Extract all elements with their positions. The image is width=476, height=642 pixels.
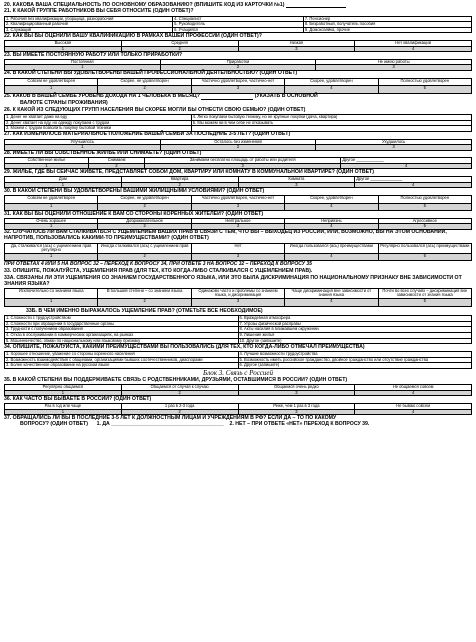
q33b-option[interactable]: 5. Мошенничество, обман по национальному или языковому признаку (5, 338, 239, 344)
q37-title-cont: ВОПРОСУ? (ОДИН ОТВЕТ) (20, 421, 88, 428)
q36-code[interactable]: 3 (238, 409, 355, 415)
q21-option[interactable]: 8. Безработный, получатель пособия (303, 22, 471, 28)
q25-answer-line[interactable] (201, 95, 253, 100)
q29-title: 29. ЖИЛЬЕ, ГДЕ ВЫ СЕЙЧАС ЖИВЕТЕ, ПРЕДСТАВЛЯЕТ СОБОЙ ДОМ, КВАРТИРУ ИЛИ КОМНАТУ В КОММУНАЛЬНОЙ КВАРТИРЕ? (ОДИН ОТВЕТ) (4, 168, 374, 175)
q27-option[interactable]: Ухудшилось (316, 139, 472, 145)
q33a-code[interactable]: 1 (5, 298, 98, 306)
q33a-option[interactable]: Исключительно со знанием языка (5, 288, 98, 298)
q28-code[interactable]: 4 (341, 163, 472, 169)
q34-option[interactable]: 5. Возможность иметь российское гражданство, двойное гражданство или отсутствие гражданства (238, 357, 472, 363)
q22-title: 22. КАК ВЫ БЫ ОЦЕНИЛИ ВАШУ КВАЛИФИКАЦИЮ В РАМКАХ ВАШЕЙ ПРОФЕССИИ (ОДИН ОТВЕТ)? (4, 32, 262, 39)
q33a-title: 33А. СВЯЗАНЫ ЛИ ЭТИ УЩЕМЛЕНИЯ СО ЗНАНИЕМ ГОСУДАРСТВЕННОГО ЯЗЫКА, ИЛИ ЭТО БЫЛА ДИСКРИМИНАЦИЯ ПО НАЦИОНАЛЬНОМУ ПРИЗНАКУ ВНЕ ЗАВИСИМОСТИ ОТ ЗНАНИЯ ЯЗЫКА? (4, 274, 462, 287)
q28-code[interactable]: 2 (89, 163, 145, 169)
q33b-options-table (4, 315, 472, 344)
q23-option[interactable]: Не имею работы (316, 59, 472, 65)
q21-option[interactable]: 7. Пенсионер (303, 16, 471, 22)
q34-option[interactable]: 4. Лучшие возможности трудоустройства (238, 352, 472, 358)
q33b-option[interactable]: 4. Отказ в обслуживании в коммерческих организациях, на рынках (5, 333, 239, 339)
q36-options-table (4, 403, 472, 415)
q22-code[interactable]: 4 (355, 46, 472, 52)
q24-option[interactable]: Совсем не удовлетворен (5, 78, 98, 86)
q24-code[interactable]: 4 (285, 86, 378, 94)
q27-code[interactable]: 2 (160, 145, 316, 151)
q33a-code[interactable]: 2 (98, 298, 191, 306)
q33b-option[interactable]: 10. Другое (запишите) (238, 338, 472, 344)
q37-title: 37. ОБРАЩАЛИСЬ ЛИ ВЫ В ПОСЛЕДНИЕ 3-5 ЛЕТ К ДОЛЖНОСТНЫМ ЛИЦАМ И УЧРЕЖДЕНИЯМ В РФ? ЕСЛИ ДА – ТО ПО КАКОМУ (4, 414, 337, 421)
q26-option[interactable]: 5. Мы можем ни в чем себе не отказывать (191, 120, 471, 126)
q34-option[interactable]: 1. Хорошее отношение, уважение со стороны коренного населения (5, 352, 239, 358)
q30-option[interactable]: Полностью удовлетворен (378, 195, 471, 203)
q29-option[interactable]: Дом (5, 177, 122, 183)
q24-option[interactable]: Частично удовлетворен, частично-нет (191, 78, 284, 86)
q24-code[interactable]: 2 (98, 86, 191, 94)
q35-code[interactable]: 1 (5, 390, 122, 396)
q27-code[interactable]: 1 (5, 145, 161, 151)
q25-title-cont: ВАЛЮТЕ СТРАНЫ ПРОЖИВАНИЯ) (20, 100, 108, 107)
q32-code[interactable]: 1 (5, 253, 98, 261)
q32-title: 32. СЛУЧАЛОСЬ ЛИ ВАМ СТАЛКИВАТЬСЯ С УЩЕМЛЕНИЕМ ВАШИХ ПРАВ В СВЯЗИ С ТЕМ, ЧТО ВЫ – ВЫХОДЕЦ ИЗ РОССИИ, ИЛИ, ВОЗМОЖНО, ВЫ НА ЭТОМ ОСНОВАНИИ, НАПРОТИВ, ПОЛЬЗОВАЛИСЬ КАКИМИ-ТО ПРЕИМУЩЕСТВАМИ? (ОДИН ОТВЕТ) (4, 229, 447, 242)
q33b-option[interactable]: 6. Враждебная атмосфера (238, 316, 472, 322)
q20-title: 20. КАКОВА ВАША СПЕЦИАЛЬНОСТЬ ПО ОСНОВНОМУ ОБРАЗОВАНИЮ? (ВПИШИТЕ КОД ИЗ КАРТОЧКИ №1) (4, 1, 285, 8)
q36-code[interactable]: 2 (121, 409, 238, 415)
q33a-option[interactable]: Почти во всех случаях – дискриминация вне зависимости от знания языка (378, 288, 471, 298)
q24-option[interactable]: Скорее, не удовлетворен (98, 78, 191, 86)
q36-code[interactable]: 4 (355, 409, 472, 415)
q24-options-table (4, 78, 472, 94)
q21-option[interactable]: 1. Рабочий без квалификации, уборщица, разнорабочий (5, 16, 173, 22)
q21-option[interactable]: 2. Квалифицированный рабочий (5, 22, 173, 28)
block-3-heading: Блок 3. Связь с Россией (202, 368, 274, 377)
q22-option[interactable]: Высокая (5, 41, 122, 47)
q32-option[interactable]: Иногда пользовался (ась) преимуществами (285, 243, 378, 253)
q24-code[interactable]: 3 (191, 86, 284, 94)
q35-options-table (4, 384, 472, 396)
q35-option[interactable]: Регулярно общаемся (5, 385, 122, 391)
q21-option[interactable]: 4. Специалист (173, 16, 304, 22)
q33b-option[interactable]: 7. Угрозы физической расправы (238, 321, 472, 327)
q35-option[interactable]: Общаемся очень редко (238, 385, 355, 391)
q23-option[interactable]: Постоянная (5, 59, 161, 65)
questionnaire-page (4, 2, 472, 429)
q21-option[interactable]: 3. Служащий (5, 27, 173, 33)
q35-code[interactable]: 3 (238, 390, 355, 396)
q33a-code[interactable]: 3 (191, 298, 284, 306)
q33a-option[interactable]: Чаще дискриминация вне зависимости от знания языка (285, 288, 378, 298)
q21-option[interactable]: 6. Учащийся (173, 27, 304, 33)
q33b-option[interactable]: 9. Лишение жилья (238, 333, 472, 339)
q35-code[interactable]: 4 (355, 390, 472, 396)
q28-option[interactable]: Снимаем (89, 158, 145, 164)
q24-option[interactable]: Полностью удовлетворен (378, 78, 471, 86)
q21-option[interactable]: 9. Домохозяйка, прочие (303, 27, 471, 33)
q30-code[interactable]: 3 (191, 203, 284, 211)
q26-option[interactable]: 4. Легко покупаем бытовую технику, но не крупные покупки (дача, квартира) (191, 115, 471, 121)
q32-options-table (4, 243, 472, 262)
q30-option[interactable]: Частично удовлетворен, частично-нет (191, 195, 284, 203)
q28-option[interactable]: Собственное жилье (5, 158, 89, 164)
q32-option[interactable]: Регулярно пользовался (ась) преимуществами (378, 243, 471, 253)
q23-code[interactable]: 2 (160, 65, 316, 71)
q33b-title: 33Б. В ЧЕМ ИМЕННО ВЫРАЖАЛОСЬ УЩЕМЛЕНИЕ ПРАВ? (ОТМЕТЬТЕ ВСЕ НЕОБХОДИМОЕ) (26, 308, 263, 314)
q32-option[interactable]: Да, сталкивался (ась) с ущемлением прав регулярно (5, 243, 98, 253)
q23-code[interactable]: 3 (316, 65, 472, 71)
q27-option[interactable]: Осталось без изменений (160, 139, 316, 145)
q36-code[interactable]: 1 (5, 409, 122, 415)
q33-title: 33. ОПИШИТЕ, ПОЖАЛУЙСТА, УЩЕМЛЕНИЯ ПРАВ (ДЛЯ ТЕХ, КТО КОГДА-ЛИБО СТАЛКИВАЛСЯ С УЩЕМЛЕНИЕМ ПРАВ). (4, 267, 313, 274)
q28-option-label: Другое (342, 157, 356, 163)
q33b-option[interactable]: 1. Сложности с трудоустройством (5, 316, 239, 322)
q33b-option[interactable]: 2. Сложности при обращении в государственные органы (5, 321, 239, 327)
q22-code[interactable]: 2 (121, 46, 238, 52)
q32-code[interactable]: 4 (285, 253, 378, 261)
q34-title: 34. ОПИШИТЕ, ПОЖАЛУЙСТА, КАКИМИ ПРЕИМУЩЕСТВАМИ ВЫ ПОЛЬЗОВАЛИСЬ (ДЛЯ ТЕХ, КТО КОГДА-ЛИБО ОТМЕЧАЛ ПРЕИМУЩЕСТВА) (4, 343, 365, 350)
q25-title-end: (УКАЗАТЬ В ОСНОВНОЙ (254, 93, 318, 100)
q26-options-table (4, 114, 472, 132)
q33a-option[interactable]: Одинаково часто и проблемы со знанием языка, и дискриминация (191, 288, 284, 298)
q31-code[interactable]: 4 (285, 224, 378, 230)
q26-title: 26. К КАКОЙ ИЗ СЛЕДУЮЩИХ ГРУПП НАСЕЛЕНИЯ ВЫ СКОРЕЕ МОГЛИ БЫ ОТНЕСТИ СВОЮ СЕМЬЮ? (ОДИН ОТВЕТ) (4, 106, 306, 113)
q31-option[interactable]: Доброжелательное (98, 218, 191, 224)
q29-option[interactable]: Квартира (121, 177, 238, 183)
q21-options-table (4, 16, 472, 34)
q33a-code[interactable]: 5 (378, 298, 471, 306)
q35-option[interactable]: Общаемся от случая к случаю (121, 385, 238, 391)
q37-option-yes[interactable]: 1. ДА _______________________________________ (96, 421, 224, 428)
q30-code[interactable]: 4 (285, 203, 378, 211)
q30-option[interactable]: Скорее, не удовлетворен (98, 195, 191, 203)
q32-option[interactable]: Нет (191, 243, 284, 253)
q23-title: 23. ВЫ ИМЕЕТЕ ПОСТОЯННУЮ РАБОТУ ИЛИ ТОЛЬКО ПРИРАБОТКИ? (4, 51, 183, 58)
q37-row (4, 422, 472, 429)
q23-code[interactable]: 1 (5, 65, 161, 71)
q31-code[interactable]: 2 (98, 224, 191, 230)
q33a-options-table (4, 288, 472, 307)
q29-code[interactable]: 1 (5, 182, 122, 188)
q36-title: 36. КАК ЧАСТО ВЫ БЫВАЕТЕ В РОССИИ? (ОДИН ОТВЕТ) (4, 395, 152, 402)
q36-option[interactable]: Не бываю совсем (355, 404, 472, 410)
q21-option[interactable]: 5. Руководитель (173, 22, 304, 28)
q33b-option[interactable]: 8. Акты насилия в ближайшем окружении (238, 327, 472, 333)
q22-code[interactable]: 3 (238, 46, 355, 52)
q31-title: 31. КАК ВЫ БЫ ОЦЕНИЛИ ОТНОШЕНИЕ К ВАМ СО СТОРОНЫ КОРЕННЫХ ЖИТЕЛЕЙ? (ОДИН ОТВЕТ) (4, 210, 264, 217)
q28-option-other[interactable]: Другое ____________ (341, 158, 472, 164)
q35-option[interactable]: Не общаемся совсем (355, 385, 472, 391)
q34-options-table (4, 351, 472, 369)
q30-option[interactable]: Скорее, удовлетворен (285, 195, 378, 203)
q29-code[interactable]: 3 (238, 182, 355, 188)
q24-code[interactable]: 1 (5, 86, 98, 94)
q28-options-table (4, 157, 472, 169)
q31-option[interactable]: Нейтральное (191, 218, 284, 224)
q32-code[interactable]: 3 (191, 253, 284, 261)
q29-option[interactable]: Комната (238, 177, 355, 183)
q29-code[interactable]: 4 (355, 182, 472, 188)
q30-code[interactable]: 5 (378, 203, 471, 211)
q34-option[interactable]: 3. Более качественное образование на русском языке (5, 363, 239, 369)
q32-code[interactable]: 2 (98, 253, 191, 261)
q24-title: 24. В КАКОЙ СТЕПЕНИ ВЫ УДОВЛЕТВОРЕНЫ ВАШЕЙ ПРОФЕССИОНАЛЬНОЙ ДЕЯТЕЛЬНОСТЬЮ? (ОДИН ОТВЕТ) (4, 70, 298, 77)
q34-option[interactable]: 2. Возможность взаимодействия с общинами, организациями бывших соотечественников, диаспорами (5, 357, 239, 363)
q34-option[interactable]: 6. Другое (запишите) (238, 363, 472, 369)
q36-option[interactable]: Раз в год или чаще (5, 404, 122, 410)
q22-options-table (4, 40, 472, 52)
q35-title: 35. В КАКОЙ СТЕПЕНИ ВЫ ПОДДЕРЖИВАЕТЕ СВЯЗЬ С РОДСТВЕННИКАМИ, ДРУЗЬЯМИ, ОСТАВШИМИСЯ В РОССИИ? (ОДИН ОТВЕТ) (4, 377, 348, 384)
q29-code[interactable]: 2 (121, 182, 238, 188)
q31-code[interactable]: 1 (5, 224, 98, 230)
q33b-option[interactable]: 3. Трудности с получением образования (5, 327, 239, 333)
q32-code[interactable]: 5 (378, 253, 471, 261)
q24-option[interactable]: Скорее, удовлетворен (285, 78, 378, 86)
q26-option[interactable]: 1. Денег не хватает даже на еду (5, 115, 192, 121)
q22-code[interactable]: 1 (5, 46, 122, 52)
q27-option[interactable]: Улучшилось (5, 139, 161, 145)
q27-code[interactable]: 3 (316, 145, 472, 151)
q24-code[interactable]: 5 (378, 86, 471, 94)
q28-option[interactable]: Занимаем бесплатно площадь от работы или родителя (145, 158, 341, 164)
q26-option[interactable]: 2. Денег хватает на еду, но одежду покупаем с трудом (5, 120, 192, 126)
q31-option[interactable]: Агрессивное (378, 218, 471, 224)
q29-option-other[interactable]: Другое ______________ (355, 177, 472, 183)
q33a-option[interactable]: В большей степени – со знанием языка (98, 288, 191, 298)
q29-options-table (4, 176, 472, 188)
q22-option[interactable]: Низкая (238, 41, 355, 47)
q29-option-label: Другое (356, 176, 370, 182)
q36-option[interactable]: Реже, чем 1 раз в 3 года (238, 404, 355, 410)
skip-instruction: ПРИ ОТВЕТАХ 4 ИЛИ 5 НА ВОПРОС 32 – ПЕРЕХОД К ВОПРОСУ 34, ПРИ ОТВЕТЕ 3 НА ВОПРОС 32 – ПЕРЕХОД К ВОПРОСУ 35 (4, 261, 312, 268)
q37-option-no[interactable]: 2. НЕТ – ПРИ ОТВЕТЕ «НЕТ» ПЕРЕХОД К ВОПРОСУ 39. (229, 421, 370, 428)
q31-code[interactable]: 3 (191, 224, 284, 230)
q30-code[interactable]: 2 (98, 203, 191, 211)
q26-option[interactable]: 3. Можем с трудом позволить покупку бытовой техники (5, 126, 192, 132)
q33a-code[interactable]: 4 (285, 298, 378, 306)
q28-code[interactable]: 1 (5, 163, 89, 169)
q36-option[interactable]: 1 раз в 2-3 года (121, 404, 238, 410)
q30-options-table (4, 195, 472, 211)
q27-options-table (4, 139, 472, 151)
q35-code[interactable]: 2 (121, 390, 238, 396)
q31-option[interactable]: Очень хорошее (5, 218, 98, 224)
q23-option[interactable]: Приработки (160, 59, 316, 65)
q28-title: 28. ИМЕЕТЕ ЛИ ВЫ СОБСТВЕННОЕ ЖИЛЬЕ ИЛИ СНИМАЕТЕ? (ОДИН ОТВЕТ) (4, 150, 202, 157)
q27-title: 27. КАК ИЗМЕНИЛОСЬ МАТЕРИАЛЬНОЕ ПОЛОЖЕНИЕ ВАШЕЙ СЕМЬИ ЗА ПОСЛЕДНИЕ 3-5 ЛЕТ? (ОДИН ОТВЕТ) (4, 131, 291, 138)
q30-code[interactable]: 1 (5, 203, 98, 211)
q32-option[interactable]: Иногда сталкивался (ась) с ущемлением прав (98, 243, 191, 253)
q30-option[interactable]: Совсем не удовлетворен (5, 195, 98, 203)
q22-option[interactable]: Средняя (121, 41, 238, 47)
q22-option[interactable]: Нет квалификации (355, 41, 472, 47)
q30-title: 30. В КАКОЙ СТЕПЕНИ ВЫ УДОВЛЕТВОРЕНЫ ВАШИМИ ЖИЛИЩНЫМИ УСЛОВИЯМИ? (ОДИН ОТВЕТ) (4, 187, 265, 194)
q28-code[interactable]: 3 (145, 163, 341, 169)
q21-title: 21. К КАКОЙ ГРУППЕ РАБОТНИКОВ ВЫ СЕБЯ ОТНОСИТЕ (ОДИН ОТВЕТ)? (4, 8, 194, 15)
q20-answer-line[interactable] (286, 3, 346, 8)
q31-options-table (4, 218, 472, 230)
q31-option[interactable]: Неприязнь (285, 218, 378, 224)
q25-title: 25. КАКОВ В ВАШЕЙ СЕМЬЕ УРОВЕНЬ ДОХОДА НА 1 ЧЕЛОВЕКА В МЕСЯЦ? (4, 93, 200, 100)
q31-code[interactable]: 5 (378, 224, 471, 230)
